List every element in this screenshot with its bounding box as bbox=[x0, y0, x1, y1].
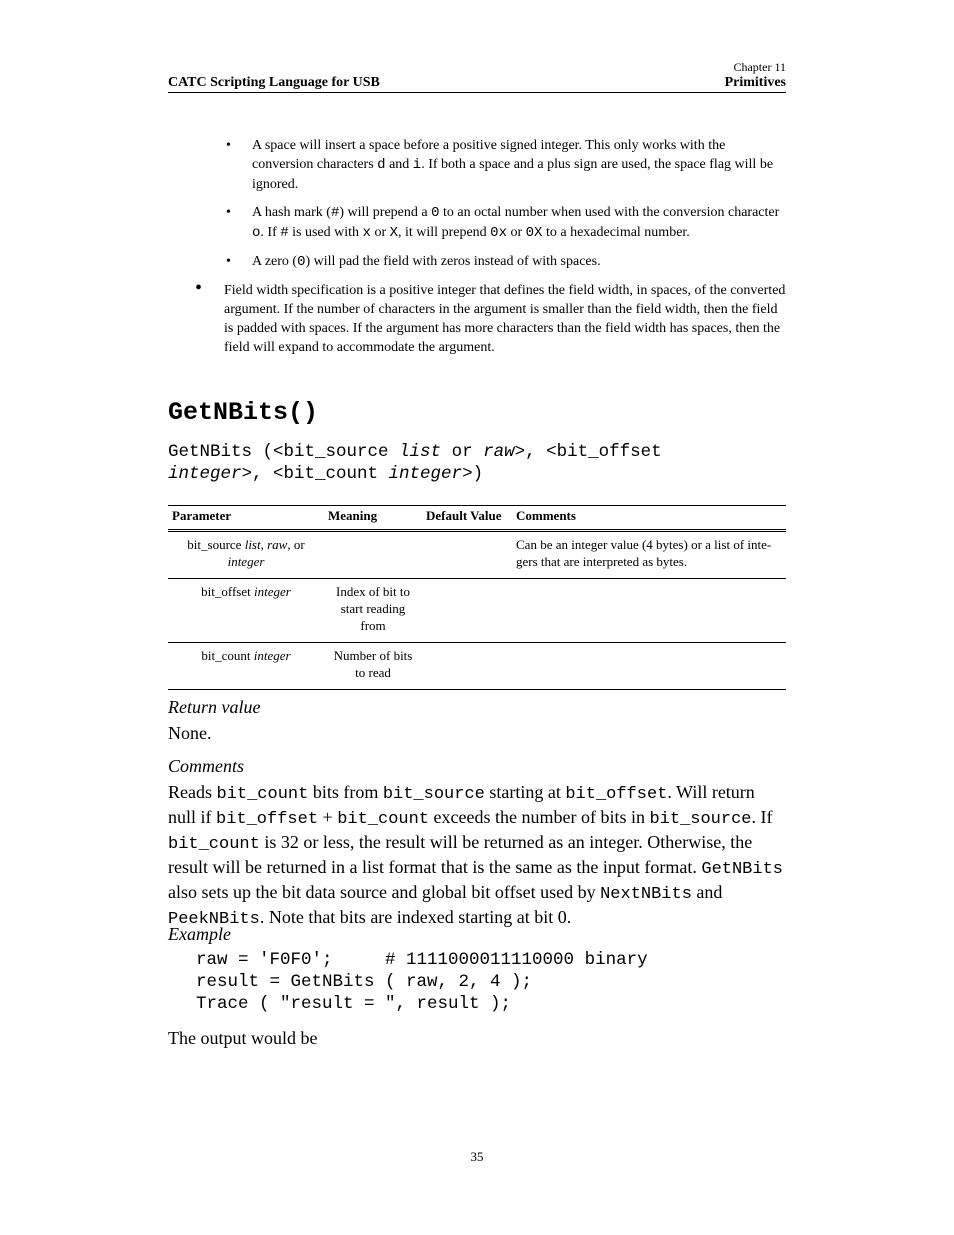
bullet-dot: • bbox=[195, 277, 203, 299]
column-header: Parameter bbox=[168, 506, 324, 531]
column-header: Default Value bbox=[422, 506, 512, 531]
page-content bbox=[168, 136, 786, 1048]
function-heading: GetNBits() bbox=[168, 398, 319, 427]
param-cell: bit_count integer bbox=[168, 643, 324, 690]
comments-text: Reads bit_count bits from bit_source starting at bit_offset. Will return null if bit_offset + bit_count exceeds the number of bits in bit_source. If bit_count is 32 or less, the result will be returned as an integer. Otherwise, the result will be returned in a list format that is the same as the input format. GetNBits also sets up the bit data source and global bit offset used by NextNBits and PeekNBits. Note that bits are indexed starting at bit 0. bbox=[168, 782, 783, 929]
param-cell: bit_offset integer bbox=[168, 579, 324, 643]
example-heading: Example bbox=[168, 924, 231, 944]
bullet-dot: • bbox=[226, 254, 231, 269]
bullet-dot: • bbox=[226, 205, 231, 220]
page-number: 35 bbox=[470, 1149, 484, 1164]
comments-cell: Can be an integer value (4 bytes) or a list of inte-gers that are interpreted as bytes. bbox=[512, 531, 786, 579]
sub-bullet-space-flag: • A space will insert a space before a positive signed integer. This only works with the conversion characters d and i. If both a space and a plus sign are used, the space flag will be ignored. bbox=[226, 138, 774, 192]
bullet-list bbox=[168, 136, 786, 357]
code-line: Trace ( "result = ", result ); bbox=[196, 994, 512, 1014]
table-row bbox=[168, 579, 786, 643]
table-header-row bbox=[168, 506, 786, 531]
section-title: Primitives bbox=[724, 75, 786, 90]
example-section bbox=[168, 923, 786, 1049]
chapter-label: Chapter 11 bbox=[733, 60, 786, 74]
bullet-field-width: • Field width specification is a positive integer that defines the field width, in spaces, of the converted argument. If the number of characters in the argument is smaller than the field width, then the field is padded with spaces. If the argument has more characters than the field width has spaces, then the field will expand to accommodate the argument. bbox=[195, 277, 786, 355]
code-line: raw = 'F0F0'; # 1111000011110000 binary bbox=[196, 950, 648, 970]
bullet-dot: • bbox=[226, 138, 231, 153]
sub-bullet-hash-flag: • A hash mark (#) will prepend a 0 to an octal number when used with the conversion character o. If # is used with x or X, it will prepend 0x or 0X to a hexadecimal number. bbox=[226, 205, 780, 241]
parameter-table bbox=[168, 505, 786, 690]
table-row bbox=[168, 531, 786, 579]
comments-cell bbox=[512, 643, 786, 690]
default-cell bbox=[422, 531, 512, 579]
comments-heading: Comments bbox=[168, 756, 244, 776]
example-code bbox=[168, 949, 786, 1015]
return-value-section bbox=[168, 696, 786, 744]
sub-bullet-zero-flag: • A zero (0) will pad the field with zeros instead of with spaces. bbox=[226, 254, 601, 270]
document-title: CATC Scripting Language for USB bbox=[168, 75, 380, 90]
return-value-heading: Return value bbox=[168, 697, 261, 717]
example-output-text: The output would be bbox=[168, 1028, 318, 1048]
meaning-cell: Number of bits to read bbox=[324, 643, 422, 690]
meaning-cell: Index of bit to start reading from bbox=[324, 579, 422, 643]
default-cell bbox=[422, 643, 512, 690]
comments-cell bbox=[512, 579, 786, 643]
table-row bbox=[168, 643, 786, 690]
column-header: Meaning bbox=[324, 506, 422, 531]
running-header bbox=[168, 76, 786, 93]
code-line: result = GetNBits ( raw, 2, 4 ); bbox=[196, 972, 533, 992]
function-signature: GetNBits (<bit_source list or raw>, <bit_offset integer>, <bit_count integer>) bbox=[168, 442, 662, 484]
meaning-cell bbox=[324, 531, 422, 579]
default-cell bbox=[422, 579, 512, 643]
page-header bbox=[168, 60, 786, 93]
comments-section bbox=[168, 755, 786, 931]
return-value-text: None. bbox=[168, 723, 212, 743]
column-header: Comments bbox=[512, 506, 786, 531]
param-cell: bit_source list, raw, or integer bbox=[168, 531, 324, 579]
